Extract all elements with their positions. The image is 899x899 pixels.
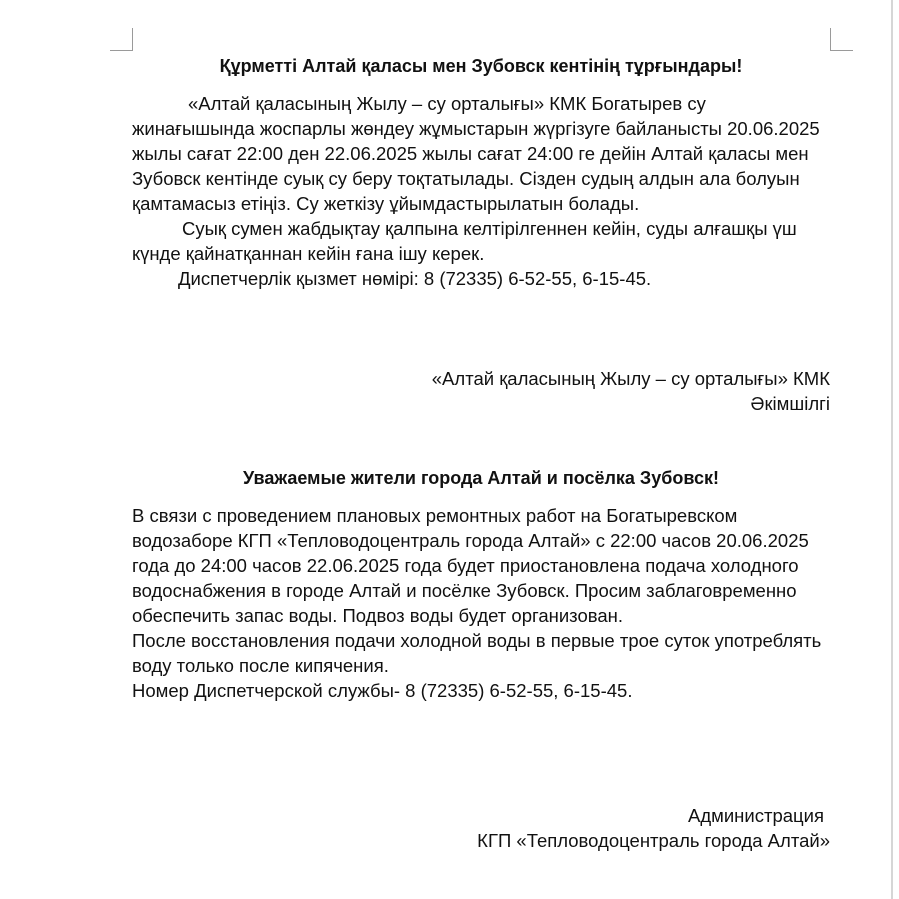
margin-corner-mark-right [830,28,853,51]
kazakh-paragraph-2: Суық сумен жабдықтау қалпына келтірілгеннен кейін, суды алғашқы үш күнде қайнатқаннан кейін ғана ішу керек. [132,218,797,264]
kazakh-signature-org: «Алтай қаласының Жылу – су орталығы» КМК [431,368,830,389]
kazakh-notice-title: Құрметті Алтай қаласы мен Зубовск кентінің тұрғындары! [219,56,743,76]
kazakh-paragraph-1: «Алтай қаласының Жылу – су орталығы» КМК Богатырев су жинағышында жоспарлы жөндеу жұмыстарын жүргізуге байланысты 20.06.2025 жылы сағат 22:00 ден 22.06.2025 жылы сағат 24:00 ге дейін Алтай қаласы мен Зубовск кентінде суық су беру тоқтатылады. Сізден судың алдын ала болуын қамтамасыз етіңіз. Су жеткізу ұйымдастырылатын болады. [132,93,820,214]
kazakh-dispatcher-phone: Диспетчерлік қызмет нөмірі: 8 (72335) 6-52-55, 6-15-45. [178,268,652,289]
russian-paragraph-1: В связи с проведением плановых ремонтных работ на Богатыревском водозаборе КГП «Тепловодоцентраль города Алтай» с 22:00 часов 20.06.2025 года до 24:00 часов 22.06.2025 года будет приостановлена подача холодного водоснабжения в городе Алтай и посёлке Зубовск. Просим заблаговременно обеспечить запас воды. Подвоз воды будет организован. [132,505,809,626]
russian-paragraph-2: После восстановления подачи холодной воды в первые трое суток употреблять воду только после кипячения. [132,630,822,676]
kazakh-signature-admin: Әкімшілгі [750,393,830,414]
russian-signature-org: КГП «Тепловодоцентраль города Алтай» [477,830,830,851]
kazakh-signature [432,366,830,416]
margin-corner-mark-left [110,28,133,51]
page-edge-divider [891,0,893,899]
russian-dispatcher-phone: Номер Диспетчерской службы- 8 (72335) 6-52-55, 6-15-45. [132,680,633,701]
russian-signature-admin: Администрация [688,805,824,826]
russian-notice-title: Уважаемые жители города Алтай и посёлка Зубовск! [243,468,719,488]
russian-notice-body [132,503,830,703]
kazakh-notice-body [132,91,830,291]
russian-signature [477,803,830,853]
